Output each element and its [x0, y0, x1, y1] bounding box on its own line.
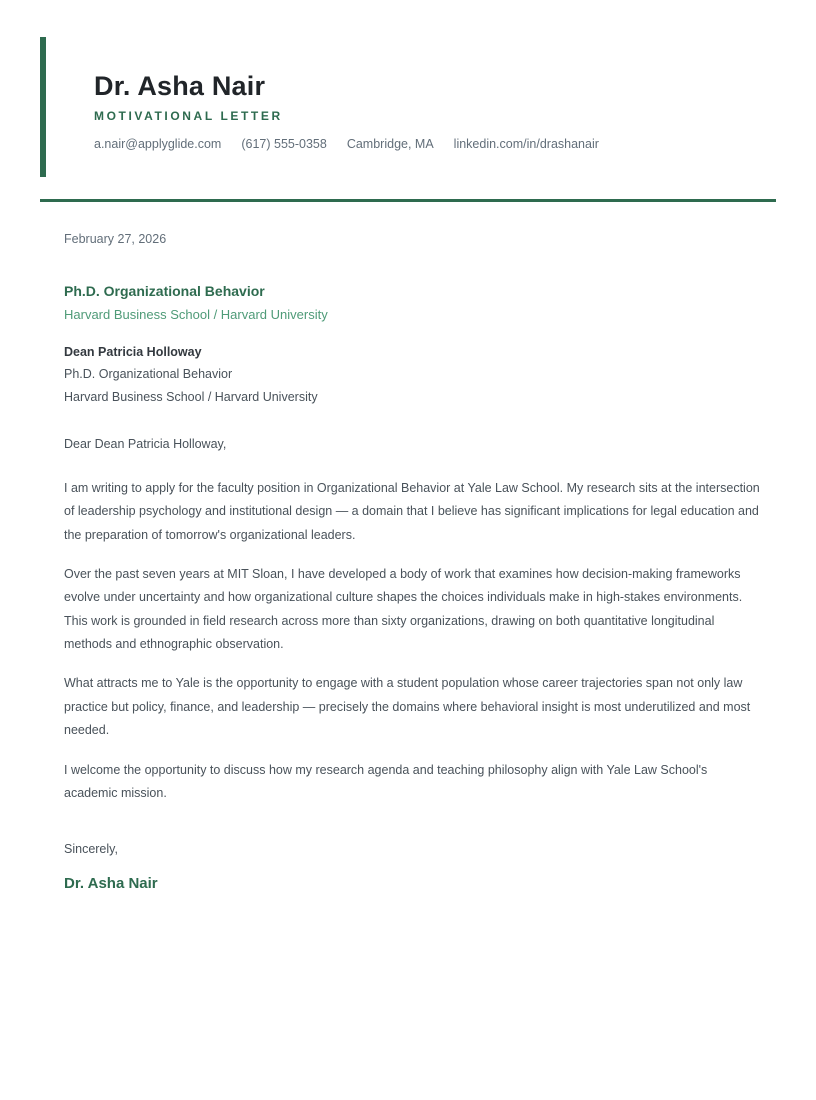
recipient-role: Ph.D. Organizational Behavior [64, 367, 233, 382]
recipient-block [64, 341, 760, 409]
recipient-organization: Harvard Business School / Harvard University [64, 389, 318, 404]
salutation: Dear Dean Patricia Holloway, [64, 437, 227, 452]
closing: Sincerely, [64, 842, 118, 857]
document-type-label: MOTIVATIONAL LETTER [94, 109, 283, 123]
signature-name: Dr. Asha Nair [64, 874, 158, 892]
position-block [64, 283, 760, 324]
contact-linkedin: linkedin.com/in/drashanair [453, 137, 599, 151]
letter-date: February 27, 2026 [64, 231, 167, 246]
position-title: Ph.D. Organizational Behavior [64, 282, 265, 299]
paragraph-3: What attracts me to Yale is the opportunity to engage with a student population whose career trajectories span not only law practice but policy, finance, and leadership — precisely the domains where behavioral insight is most underutilized and most needed. [64, 676, 751, 738]
contact-location: Cambridge, MA [346, 137, 434, 151]
recipient-name: Dean Patricia Holloway [64, 344, 202, 359]
letter-body [40, 232, 776, 893]
paragraph-1: I am writing to apply for the faculty position in Organizational Behavior at Yale Law School. My research sits at the intersection of leadership psychology and institutional design — a domain that I believe has significant implications for legal education and the preparation of tomorrow's organizational leaders. [64, 480, 760, 542]
contact-row [94, 138, 776, 151]
letter-header [40, 37, 776, 177]
contact-email: a.nair@applyglide.com [94, 137, 222, 151]
paragraph-4: I welcome the opportunity to discuss how my research agenda and teaching philosophy align with Yale Law School's academic mission. [64, 762, 708, 800]
contact-phone: (617) 555-0358 [241, 137, 327, 151]
applicant-name: Dr. Asha Nair [94, 71, 266, 101]
position-organization: Harvard Business School / Harvard University [64, 307, 328, 322]
header-divider [40, 199, 776, 202]
paragraph-2: Over the past seven years at MIT Sloan, I have developed a body of work that examines how decision-making frameworks evolve under uncertainty and how organizational culture shapes the choices individuals make in high-stakes environments. This work is grounded in field research across more than sixty organizations, drawing on both quantitative longitudinal methods and ethnographic observation. [64, 566, 743, 652]
